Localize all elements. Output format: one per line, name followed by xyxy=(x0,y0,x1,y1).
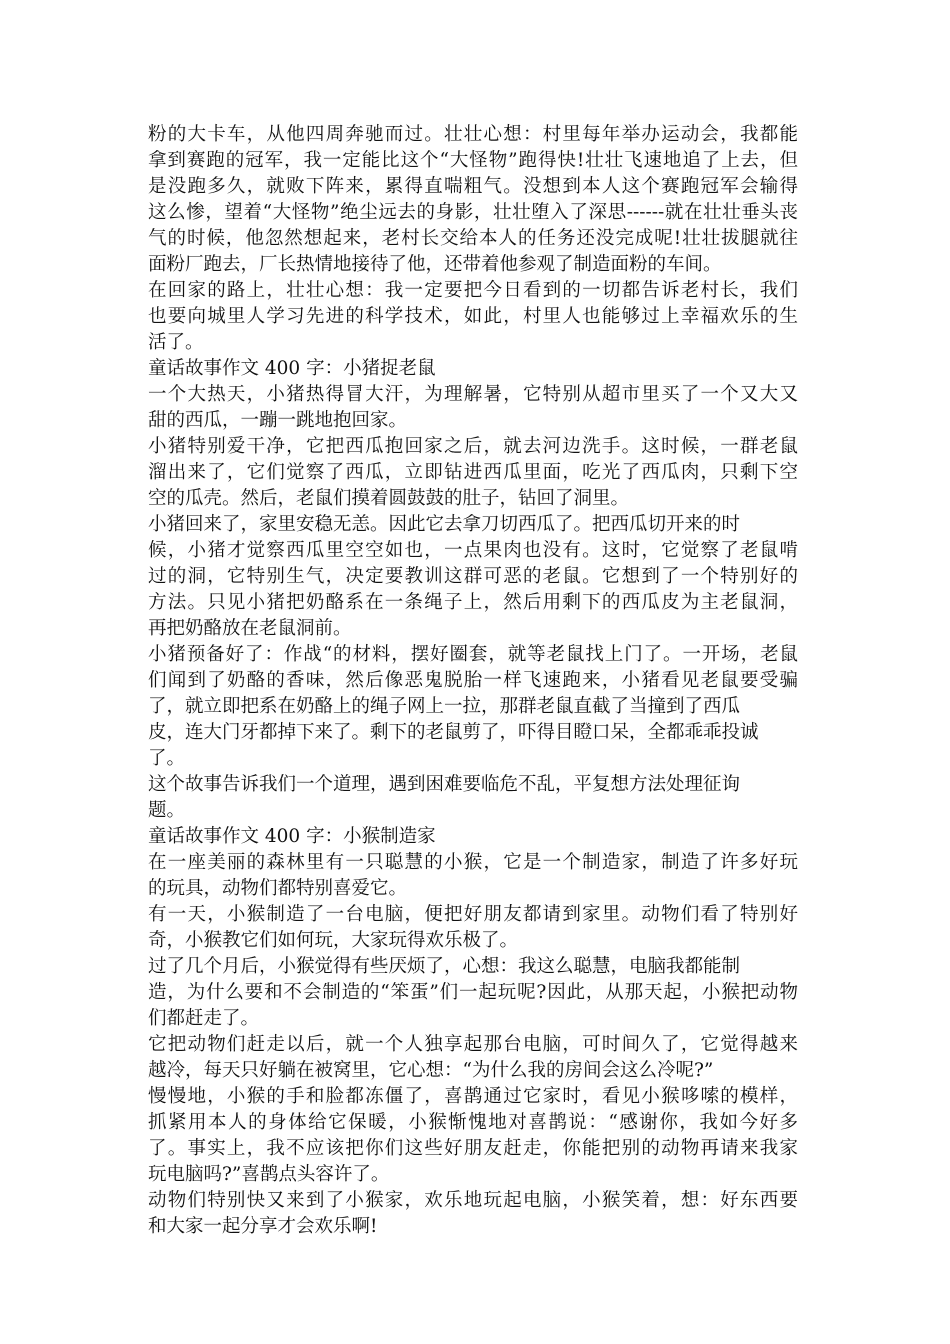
text-line: 造，为什么要和不会制造的“笨蛋”们一起玩呢?因此，从那天起，小猴把动物 xyxy=(148,982,798,1003)
text-line: 在回家的路上，壮壮心想：我一定要把今日看到的一切都告诉老村长，我们 xyxy=(148,280,798,301)
text-line: 这么惨，望着“大怪物”绝尘远去的身影，壮壮堕入了深思------就在壮壮垂头丧 xyxy=(148,202,798,223)
text-line: 是没跑多久，就败下阵来，累得直喘粗气。没想到本人这个赛跑冠军会输得 xyxy=(148,176,798,197)
text-line: 了，就立即把系在奶酪上的绳子网上一拉，那群老鼠直截了当撞到了西瓜 xyxy=(148,696,741,717)
text-line: 童话故事作文 400 字：小猴制造家 xyxy=(148,826,436,847)
text-line: 方法。只见小猪把奶酪系在一条绳子上，然后用剩下的西瓜皮为主老鼠洞， xyxy=(148,592,798,613)
text-line: 奇，小猴教它们如何玩，大家玩得欢乐极了。 xyxy=(148,930,519,951)
text-line: 再把奶酪放在老鼠洞前。 xyxy=(148,618,352,639)
text-line: 的玩具，动物们都特别喜爱它。 xyxy=(148,878,408,899)
text-line: 题。 xyxy=(148,800,186,821)
text-line: 小猪特别爱干净，它把西瓜抱回家之后，就去河边洗手。这时候，一群老鼠 xyxy=(148,436,798,457)
text-line: 粉的大卡车，从他四周奔驰而过。壮壮心想：村里每年举办运动会，我都能 xyxy=(148,124,798,145)
text-line: 拿到赛跑的冠军，我一定能比这个“大怪物”跑得快!壮壮飞速地追了上去，但 xyxy=(148,150,798,171)
text-line: 活了。 xyxy=(148,332,204,353)
text-line: 皮，连大门牙都掉下来了。剩下的老鼠剪了，吓得目瞪口呆，全都乖乖投诚 xyxy=(148,722,759,743)
text-line: 有一天，小猴制造了一台电脑，便把好朋友都请到家里。动物们看了特别好 xyxy=(148,904,798,925)
text-line: 了。事实上，我不应该把你们这些好朋友赶走，你能把别的动物再请来我家 xyxy=(148,1138,798,1159)
text-line: 抓紧用本人的身体给它保暖，小猴惭愧地对喜鹊说：“感谢你，我如今好多 xyxy=(148,1112,798,1133)
text-line: 候，小猪才觉察西瓜里空空如也，一点果肉也没有。这时，它觉察了老鼠啃 xyxy=(148,540,798,561)
text-line: 了。 xyxy=(148,748,186,769)
text-line: 甜的西瓜，一蹦一跳地抱回家。 xyxy=(148,410,408,431)
text-line: 过的洞，它特别生气，决定要教训这群可恶的老鼠。它想到了一个特别好的 xyxy=(148,566,798,587)
document-page xyxy=(148,122,798,1240)
text-line: 在一座美丽的森林里有一只聪慧的小猴，它是一个制造家，制造了许多好玩 xyxy=(148,852,798,873)
text-line: 这个故事告诉我们一个道理，遇到困难要临危不乱，平复想方法处理征询 xyxy=(148,774,741,795)
text-line: 越冷，每天只好躺在被窝里，它心想：“为什么我的房间会这么冷呢?” xyxy=(148,1060,714,1081)
text-line: 玩电脑吗?”喜鹊点头容许了。 xyxy=(148,1164,390,1185)
text-line: 一个大热天，小猪热得冒大汗，为理解暑，它特别从超市里买了一个又大又 xyxy=(148,384,798,405)
text-line: 小猪预备好了：作战“的材料，摆好圈套，就等老鼠找上门了。一开场，老鼠 xyxy=(148,644,798,665)
text-line: 和大家一起分享才会欢乐啊! xyxy=(148,1216,378,1237)
text-line: 气的时候，他忽然想起来，老村长交给本人的任务还没完成呢!壮壮拔腿就往 xyxy=(148,228,798,249)
text-line: 慢慢地，小猴的手和脸都冻僵了，喜鹊通过它家时，看见小猴哆嗦的模样， xyxy=(148,1086,798,1107)
text-line: 面粉厂跑去，厂长热情地接待了他，还带着他参观了制造面粉的车间。 xyxy=(148,254,722,275)
text-line: 童话故事作文 400 字：小猪捉老鼠 xyxy=(148,358,436,379)
text-line: 空的瓜壳。然后，老鼠们摸着圆鼓鼓的肚子，钻回了洞里。 xyxy=(148,488,630,509)
text-line: 小猪回来了，家里安稳无恙。因此它去拿刀切西瓜了。把西瓜切开来的时 xyxy=(148,514,741,535)
text-line: 它把动物们赶走以后，就一个人独享起那台电脑，可时间久了，它觉得越来 xyxy=(148,1034,798,1055)
text-line: 动物们特别快又来到了小猴家，欢乐地玩起电脑，小猴笑着，想：好东西要 xyxy=(148,1190,798,1211)
text-line: 们闻到了奶酪的香味，然后像恶鬼脱胎一样飞速跑来，小猪看见老鼠要受骗 xyxy=(148,670,798,691)
text-line: 溜出来了，它们觉察了西瓜，立即钻进西瓜里面，吃光了西瓜肉，只剩下空 xyxy=(148,462,798,483)
text-line: 过了几个月后，小猴觉得有些厌烦了，心想：我这么聪慧，电脑我都能制 xyxy=(148,956,741,977)
text-line: 们都赶走了。 xyxy=(148,1008,260,1029)
text-line: 也要向城里人学习先进的科学技术，如此，村里人也能够过上幸福欢乐的生 xyxy=(148,306,798,327)
